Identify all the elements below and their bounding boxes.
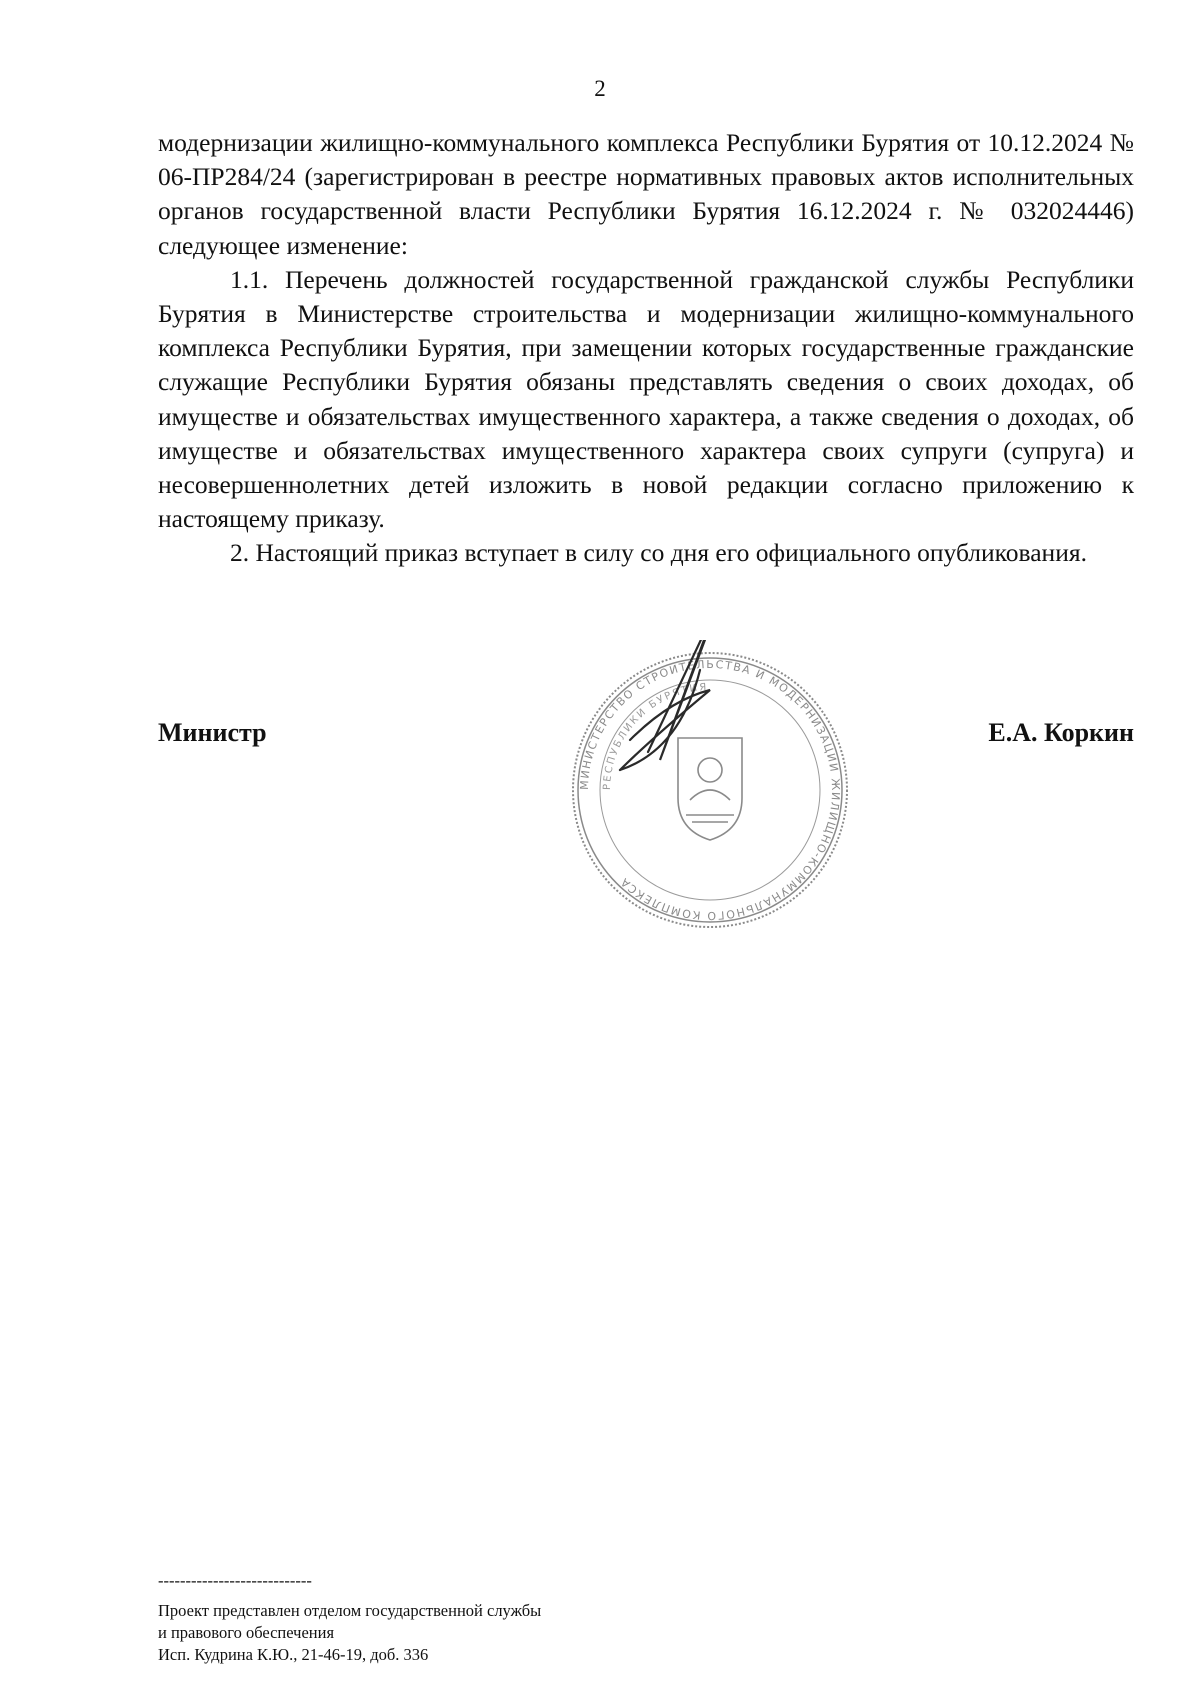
- document-body: [158, 126, 1134, 571]
- footer-note: [158, 1570, 758, 1666]
- footer-line: и правового обеспечения: [158, 1623, 335, 1642]
- page-number: 2: [594, 76, 606, 101]
- footer-line: Проект представлен отделом государственной службы: [158, 1601, 542, 1620]
- signatory-role: Министр: [158, 718, 267, 747]
- signature-block: [158, 718, 1134, 758]
- body-paragraph: модернизации жилищно-коммунального комплекса Республики Бурятия от 10.12.2024 № 06-ПР284/24 (зарегистрирован в реестре нормативных правовых актов исполнительных органов государственной власти Республики Бурятия 16.12.2024 г. № 032024446) следующее изменение:: [158, 128, 1134, 260]
- footer-separator: ----------------------------: [158, 1571, 312, 1590]
- footer-line: Исп. Кудрина К.Ю., 21-46-19, доб. 336: [158, 1645, 429, 1664]
- stamp-outer-text: МИНИСТЕРСТВО СТРОИТЕЛЬСТВА И МОДЕРНИЗАЦИИ ЖИЛИЩНО-КОММУНАЛЬНОГО КОМПЛЕКСА: [577, 657, 843, 923]
- signatory-name: Е.А. Коркин: [988, 718, 1134, 747]
- stamp-inner-text: РЕСПУБЛИКИ БУРЯТИЯ: [601, 681, 709, 791]
- official-stamp: [560, 640, 860, 940]
- body-paragraph: 1.1. Перечень должностей государственной гражданской службы Республики Бурятия в Министерстве строительства и модернизации жилищно-коммунального комплекса Республики Бурятия, при замещении которых государственные гражданские служащие Республики Бурятия обязаны представлять сведения о своих доходах, об имуществе и обязательствах имущественного характера, а также сведения о доходах, об имуществе и обязательствах имущественного характера своих супруги (супруга) и несовершеннолетних детей изложить в новой редакции согласно приложению к настоящему приказу.: [158, 264, 1134, 534]
- body-paragraph: 2. Настоящий приказ вступает в силу со дня его официального опубликования.: [230, 538, 1087, 568]
